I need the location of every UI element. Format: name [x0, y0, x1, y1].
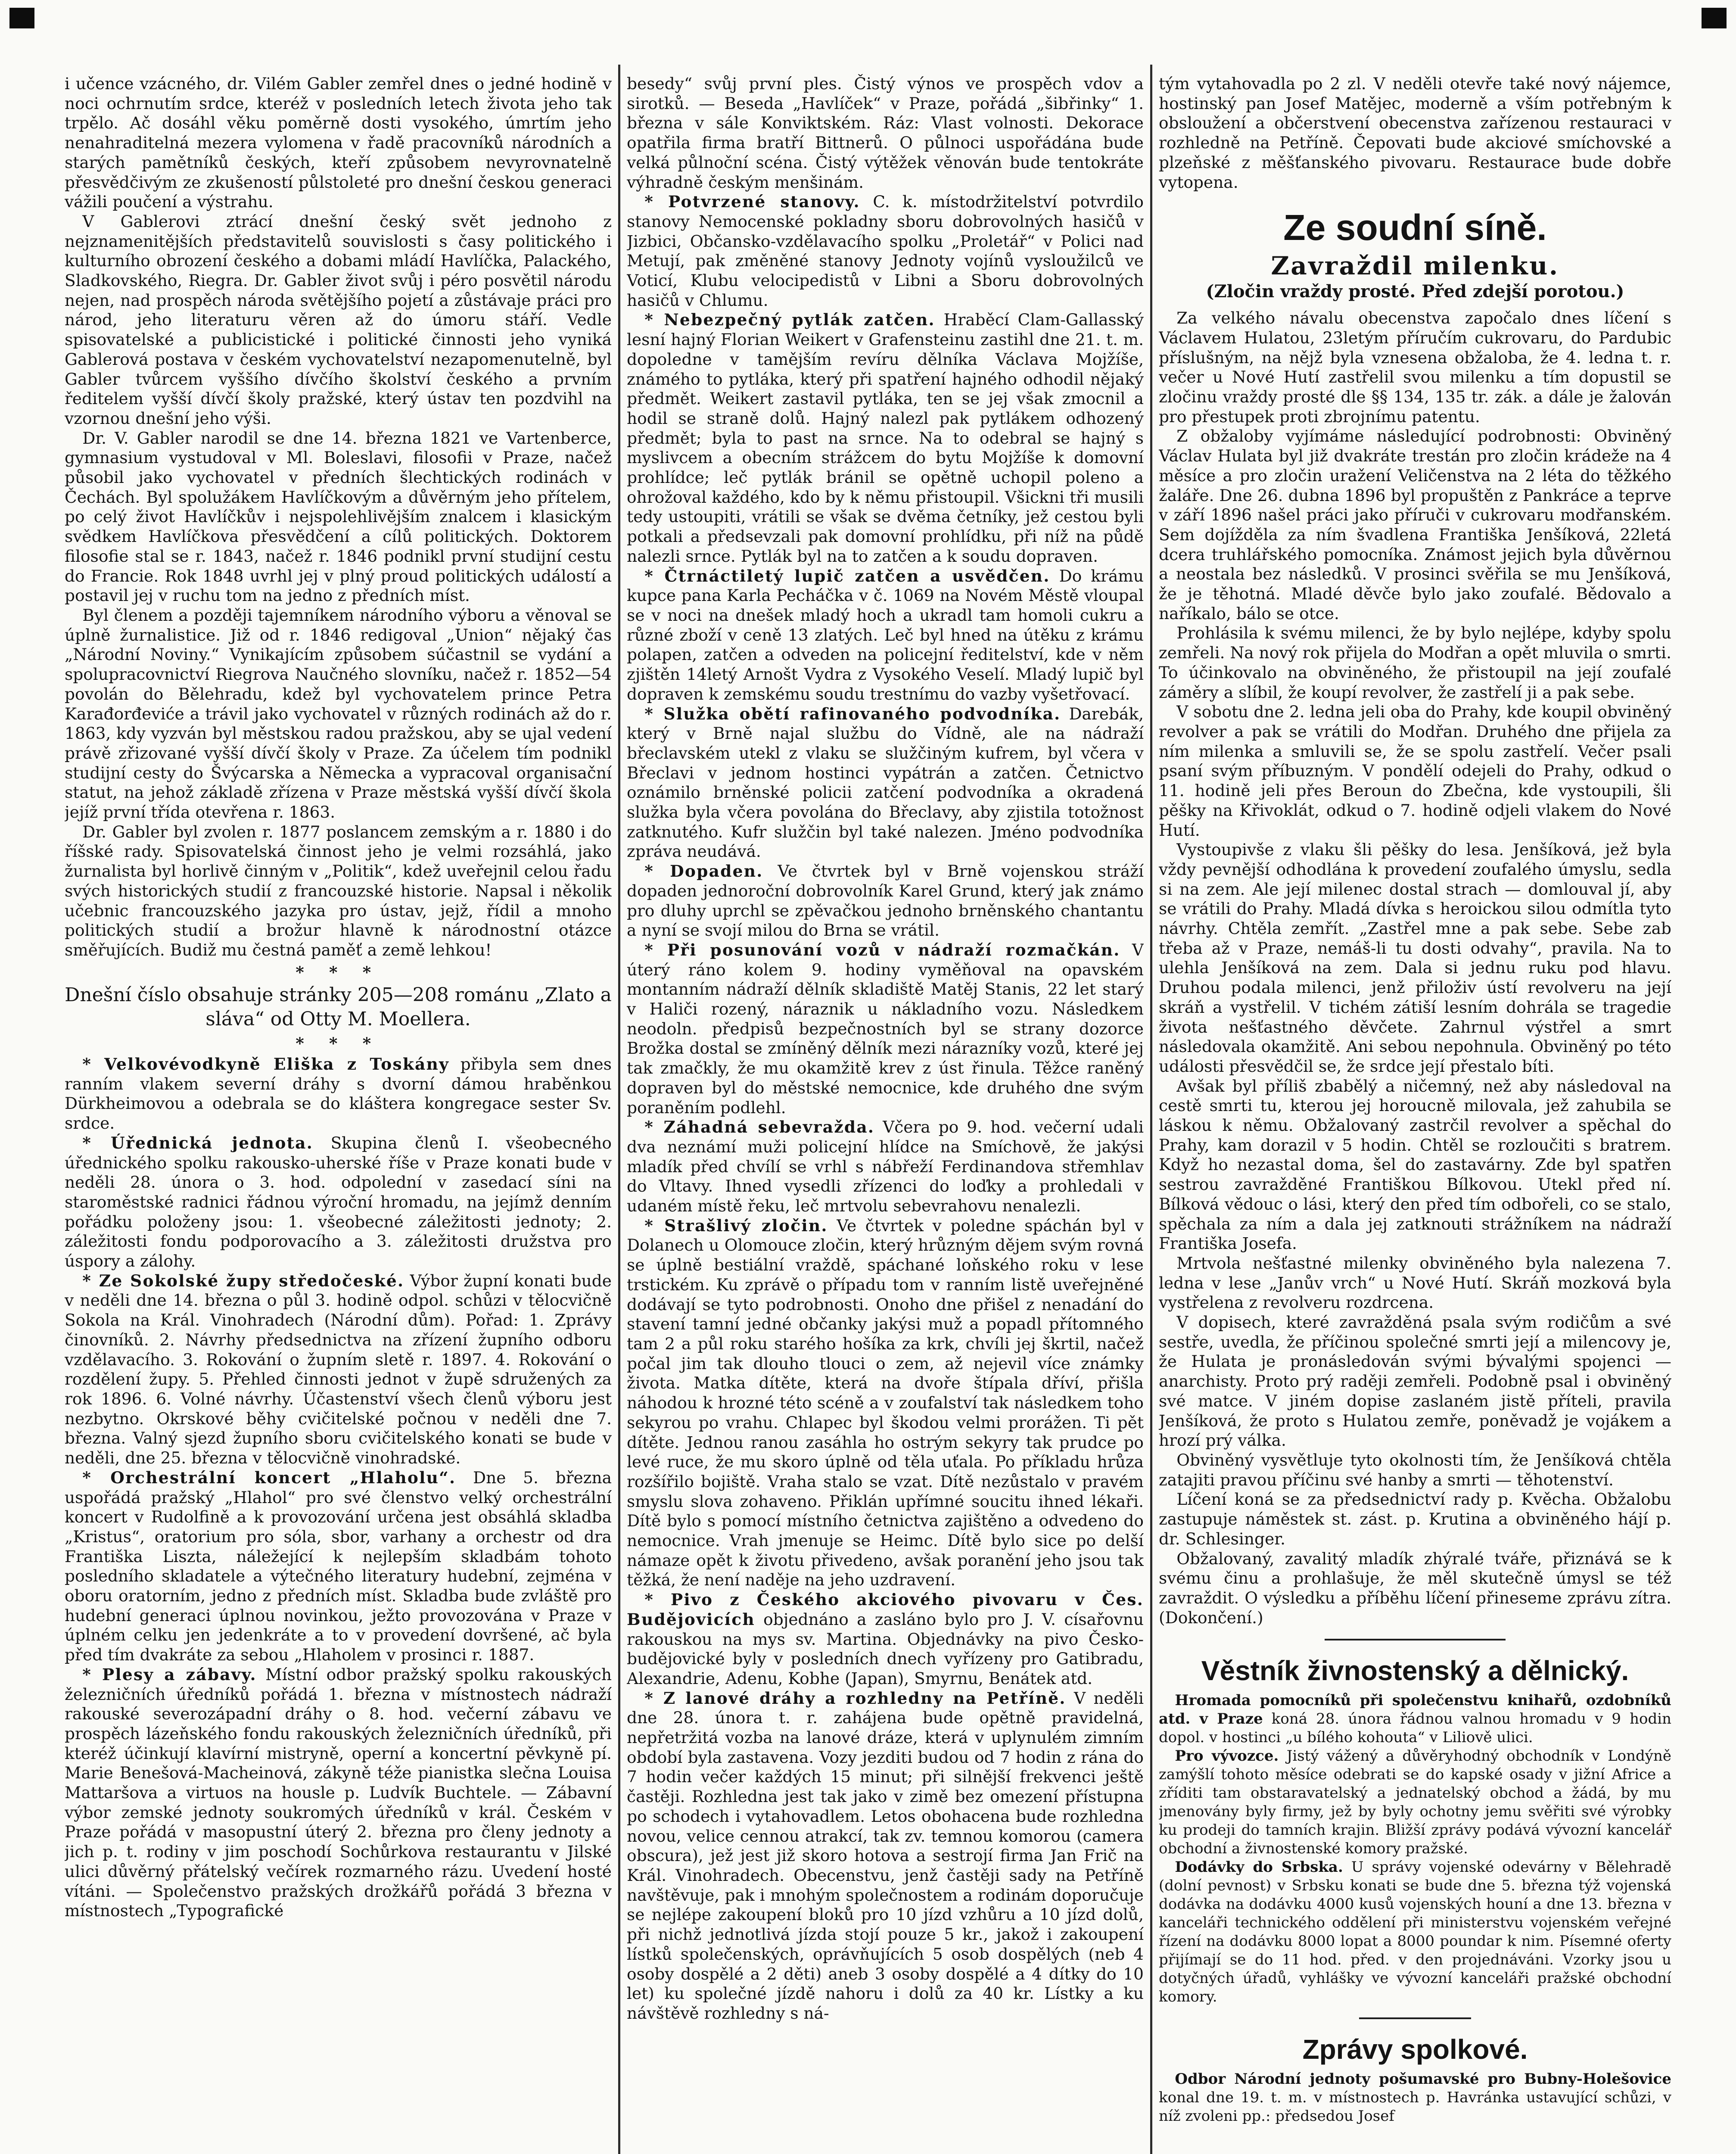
court-paragraph: Prohlásila k svému milenci, že by bylo nejlépe, kdyby spolu zemřeli. Na nový rok přijela do Modřan a opět mluvila o smrti. To účinkovalo na obviněného, že přistoupil na její zoufalé záměry a slíbil, že koupí revolver, že zastřelí ji a pak sebe.	[1159, 623, 1671, 702]
news-body: Skupina členů I. všeobecného úřednického spolku rakousko-uherské říše v Praze konati bude v neděli 28. února o 3. hod. odpolední v zasedací síni na staroměstské radnici řádnou výroční hromadu, na jejímž denním pořádku položeny jsou: 1. všeobecné záležitosti jednoty; 2. záležitosti fondu podporovacího a 3. záležitosti družstva pro úspory a zálohy.	[65, 1133, 612, 1271]
obituary-gabler-p1: i učence vzácného, dr. Vilém Gabler zemřel dnes o jedné hodině v noci ochrnutím srdce, kteréž v posledních letech života jeho tak trpělo. Ač dosáhl věku poměrně dosti vysokého, úmrtím jeho nenahraditelná mezera vylomena v řadě pracovníků národních a starých pamětníků českých, kteří způsobem nevyrovnatelně přesvědčivým ze zkušeností půlstoleté pro dnešní českou generaci vážili poučení a výstrahu.	[65, 74, 612, 212]
news-body: konal dne 19. t. m. v místnostech p. Havránka ustavující schůzi, v níž zvoleni pp.: předsedou Josef	[1159, 2089, 1671, 2125]
section-heading-court: Ze soudní síně.	[1283, 207, 1547, 248]
news-body: Ve čtvrtek v poledne spáchán byl v Dolanech u Olomouce zločin, který hrůzným dějem svým rovná se úplně bestiální vraždě, spáchané loňského roku v lese trstickém. Ku zprávě o případu tom v ranním listě uveřejněné dodávají se tyto podrobnosti. Onoho dne přišel z nenadání do stavení tamní jedné občanky jakýsi muž a popadl přítomného tam 2 a půl roku starého hošíka za krk, chvíli jej škrtil, načež počal jim tak dlouho tlouci o zem, až nejevil více známky života. Matka dítěte, která na dvoře štípala dříví, přišla náhodou k hrozné této scéně a v zoufalství tak následkem toho sekyrou po vrahu. Chlapec byl škodou velmi prorážen. Ti pět dítěte. Jednou ranou zasáhla ho ostrým sekyry tak prudce po levé ruce, že mu skoro úplně od těla uťala. Po příkladu hrůza rozšířilo bojiště. Vraha stalo se vzat. Dítě nezůstalo v pravém smyslu slova zohaveno. Přiklán upřímné soucitu ihned lékaři. Dítě bylo s pomocí místního četnictva zajištěno a odvedeno do nemocnice. Vrah jmenuje se Heimc. Dítě bylo sice po delší námaze opět k životu přivedeno, avšak poranění jeho jsou tak těžká, že není naděje na jeho uzdravení.	[627, 1216, 1144, 1590]
news-body: objednáno a zasláno bylo pro J. V. císařovnu rakouskou na mys sv. Martina. Objednávky na pivo Česko-budějovické byly v posledních dnech vyřízeny pro Gatibradu, Alexandrie, Adenu, Kobhe (Japan), Smyrnu, Benátek atd.	[627, 1609, 1144, 1688]
news-title: Dodávky do Srbska.	[1175, 1858, 1343, 1876]
court-paragraph: Obviněný vysvětluje tyto okolnosti tím, že Jenšíková chtěla zatajiti pravou příčinu své hanby a smrti — těhotenství.	[1159, 1451, 1671, 1489]
court-paragraph: Vystoupivše z vlaku šli pěšky do lesa. Jenšíková, jež byla vždy pevnější odhodlána k provedení zoufalého úmyslu, sedla si na zem. Ale její milenec dostal strach — domlouval jí, aby se vrátili do Prahy. Mladá dívka s heroickou silou odmítla tyto návrhy. Chtěla zemřít. „Zastřel mne a pak sebe. Sebe zab třeba až v Praze, nemáš-li tu dosti odvahy“, pravila. Na to ulehla Jenšíková na zem. Dala si jednu ruku pod hlavu. Druhou podala milenci, jenž přiloživ ústí revolveru na její skráň a vystřelil. V tichém zátiší lesním dohrála se tragedie života nešťastného děvčete. Zahrnul výstřel a smrt následovala okamžitě. Ani sebou nepohnula. Obviněný po této události přesvědčil se, že srdce její přestalo bíti.	[1159, 840, 1671, 1076]
news-title: * Plesy a zábavy.	[82, 1665, 257, 1684]
court-paragraph: Líčení koná se za předsednictví rady p. Kvěcha. Obžalobu zastupuje náměstek st. zást. p. Krutina a obviněného hájí p. dr. Schlesinger.	[1159, 1490, 1671, 1548]
registration-mark-right	[1702, 8, 1727, 28]
news-title: * Čtrnáctiletý lupič zatčen a usvědčen.	[644, 566, 1050, 585]
news-title: Hromada pomocníků při společenstvu knihařů, ozdobníků atd. v Praze	[1159, 1692, 1671, 1728]
news-body: Hraběcí Clam-Gallasský lesní hajný Florian Weikert v Grafensteinu zastihl dne 21. t. m. dopoledne v tamějším revíru dělníka Václava Mojžíše, známého to pytláka, který při spatření hajného odhodil nějaký předmět. Weikert zastavil pytláka, ten se jej však zmocnil a hodil se straně dolů. Hajný nalezl pak pytlákem odhozený předmět; byla to past na srnce. Na to odebral se hajný s myslivcem a obecním strážcem do bytu Mojžíše k domovní prohlídce; leč pytlák bránil se opětně uchopil poleno a ohrožoval každého, kdo by k němu přistoupil. Všickni tři musili tedy ustoupiti, vrátili se však se dvěma četníky, jež cestou byli potkali a předsevzali pak domovní prohlídku, při níž na půdě nalezli srnce. Pytlák byl na to zatčen a k soudu dopraven.	[627, 310, 1144, 566]
news-body: koná 28. února řádnou valnou hromadu v 9 hodin dopol. v hostinci „u bílého kohouta“ v Liliově ulici.	[1159, 1710, 1671, 1746]
court-paragraph: Avšak byl příliš zbabělý a ničemný, než aby následoval na cestě smrti tu, kterou jej horoucně milovala, jež zahubila se láskou k němu. Obžalovaný zastrčil revolver a spěchal do Prahy, kam dorazil v 5 hodin. Chtěl se rozloučiti s bratrem. Když ho nezastal doma, šel do zastavárny. Zde byl spatřen sestrou zavražděné Františkou Bílkovou. Utekl před ní. Bílková vědouc o lási, který den před tím odbořeli, co se stalo, spěchala za ním a dala jej zatknouti strážníkem na nádraží Františka Josefa.	[1159, 1076, 1671, 1253]
news-title: * Služka obětí rafinovaného podvodníka.	[644, 704, 1061, 723]
news-title: * Velkovévodkyně Eliška z Toskány	[82, 1055, 450, 1074]
news-body: Místní odbor pražský spolku rakouských železničních úředníků pořádá 1. března v místnostech nádraží rakouské severozápadní dráhy o 8. hod. večerní zábavu ve prospěch lázeňského fondu rakouských železničních úředníků, při kteréž účinkují klavírní mistryně, operní a koncertní pěvkyně pí. Marie Benešová-Macheinová, zákyně téže pianistka slečna Louisa Mattaršova a virtuos na housle p. Ludvík Buchtele. — Zábavní výbor zemské jednoty soukromých úředníků v král. Českém v Praze pořádá v masopustní úterý 2. března pro členy jednoty a jich p. t. rodiny v jim poschodí Sochůrkova restaurantu v Jilské ulici důvěrný přátelský večírek rozmarného rázu. Uvedení hosté vítáni. — Společenstvo pražských drožkářů pořádá 3 března v místnostech „Typografické	[65, 1665, 612, 1921]
news-title: * Orchestrální koncert „Hlaholu“.	[82, 1468, 456, 1487]
article-subheading: (Zločin vraždy prosté. Před zdejší porotou.)	[1206, 281, 1624, 302]
section-divider	[1359, 2017, 1471, 2019]
news-body: Darebák, který v Brně najal službu do Vídně, ale na nádraží břeclavském utekl z vlaku se služčiným kufrem, byl včera v Břeclavi v jednom hostinci vypátrán a zatčen. Četnictvo oznámilo brněnské policii zatčení podvodníka a okradená služka byla včera povolána do Břeclavy, aby zjistila totožnost zatknutého. Kufr služčin byl také nalezen. Jméno podvodníka zpráva neudává.	[627, 704, 1144, 861]
court-paragraph: V sobotu dne 2. ledna jeli oba do Prahy, kde koupil obviněný revolver a pak se vrátili do Modřan. Druhého dne přijela za ním milenka a smluvili se, že se spolu zastřelí. Večer psali psaní svým příbuzným. V pondělí odejeli do Prahy, odkud o 11. hodině jeli přes Beroun do Zbečna, kde vystoupili, šli pěšky na Křivoklát, odkud o 7. hodině odjeli vlakem do Nové Hutí.	[1159, 702, 1671, 840]
news-title: * Nebezpečný pytlák zatčen.	[644, 310, 935, 330]
news-body: Do krámu kupce pana Karla Pecháčka v č. 1069 na Novém Městě vloupal se v noci na dnešek mladý hoch a ukradl tam homoli cukru a různé zboží v ceně 13 zlatých. Leč byl hned na útěku z krámu polapen, zatčen a odveden na policejní ředitelství, kde v něm zjištěn 14letý Arnošt Vydra z Vysokého Veselí. Mladý lupič byl dopraven k zemskému soudu trestnímu do vazby vyšetřovací.	[627, 566, 1144, 703]
court-paragraph: Mrtvola nešťastné milenky obviněného byla nalezena 7. ledna v lese „Janův vrch“ u Nové Hutí. Skráň mozková byla vystřelena z revolveru rozdrcena.	[1159, 1253, 1671, 1312]
news-title: Pro vývozce.	[1175, 1747, 1279, 1765]
news-body: přibyla sem dnes ranním vlakem severní dráhy s dvorní dámou hraběnkou Dürkheimovou a odebrala se do kláštera kongregace sester Sv. srdce.	[65, 1055, 612, 1133]
section-heading-associations: Zprávy spolkové.	[1302, 2034, 1528, 2065]
news-title: Odbor Národní jednoty pošumavské pro Bubny-Holešovice	[1175, 2070, 1671, 2088]
news-title: * Dopaden.	[644, 862, 763, 881]
news-title: * Při posunování vozů v nádraží rozmačkán.	[644, 940, 1120, 959]
news-body: V neděli dne 28. února t. r. zahájena bude opětně pravidelná, nepřetržitá vozba na lanové dráze, která v uplynulém zimním období byla zastavena. Vozy jezditi budou od 7 hodin z rána do 7 hodin večer každých 15 minut; při silnější frekvenci ještě častěji. Rozhledna jest tak jako v zimě bez omezení přístupna po schodech i vytahovadlem. Letos obohacena bude rozhledna novou, velice cennou atrakcí, tak zv. temnou komorou (camera obscura), jež jest již skoro hotova a sestrojí firma Jan Frič na Král. Vinohradech. Obecenstvu, jenž častěji sady na Petříně navštěvuje, pak i mnohým společnostem a rodinám doporučuje se nejlépe zakoupení bloků pro 10 jízd vzhůru a 10 jízd dolů, při nichž jednotlivá jízda stojí pouze 5 kr., jakož i zakoupení lístků společenských, oprávňujících 5 osob dospělých (neb 4 osoby dospělé a 2 děti) aneb 3 osoby dospělé a 4 dítky do 10 let) ku společné jízdě nahoru i dolů za 40 kr. Lístky a ku návštěvě rozhledny s ná-	[627, 1688, 1144, 2023]
registration-mark-left	[9, 8, 34, 28]
news-title: * Strašlivý zločin.	[644, 1216, 828, 1235]
news-body: Jistý vážený a důvěryhodný obchodník v Londýně zamýšlí tohoto měsíce odebrati se do kapské osady v jižní Africe a zříditi tam obstaravatelský a jednatelský obchod a žádá, by mu jmenovány byly firmy, jež by byly ochotny jemu svěřiti své výrobky ku prodeji do tamních krajin. Bližší zprávy podává vývozní kancelář obchodní a živnostenské komory pražské.	[1159, 1747, 1671, 1858]
court-paragraph: Z obžaloby vyjímáme následující podrobnosti: Obviněný Václav Hulata byl již dvakráte trestán pro zločin krádeže na 4 měsíce a pro zločin uražení Veličenstva na 2 léta do těžkého žaláře. Dne 26. dubna 1896 byl propuštěn z Pankráce a teprve v září 1896 našel práci jako příruči v cukrovaru modřanském. Sem dojížděla za ním švadlena Františka Jenšíková, 22letá dcera truhlářského pomocníka. Známost jejich byla důvěrnou a neostala bez následků. V prosinci svěřila se mu Jenšíková, že je těhotná. Mladé děvče bylo jako zoufalé. Bědovalo a naříkalo, bálo se otce.	[1159, 426, 1671, 623]
column-3	[1159, 74, 1671, 2154]
column-rule-1	[618, 65, 620, 2154]
column-2	[627, 74, 1144, 2154]
news-title: * Z lanové dráhy a rozhledny na Petříně.	[644, 1688, 1066, 1708]
news-title: * Úřednická jednota.	[82, 1133, 314, 1152]
news-title: * Potvrzené stanovy.	[644, 192, 860, 212]
obituary-gabler-p2: V Gablerovi ztrácí dnešní český svět jednoho z nejznamenitějších představitelů souvislosti s časy politického i kulturního obrození českého a dobami mládí Havlíčka, Palackého, Sladkovského, Riegra. Dr. Gabler život svůj i péro posvětil národu nejen, nad prospěch národa světějšího pojetí a zůstávaje práci pro národ, jeho literaturu věren až do úmoru stáří. Vedle spisovatelské a publicistické i politické činnosti jeho vyniká Gablerová postava v českém vychovatelství nezapomenutelně, byl Gabler tvůrcem vyššího dívčího školství českého a prvním ředitelem vyšší dívčí školy pražské, který ústav ten pozdvihl na vzornou dnešní jeho výši.	[65, 212, 612, 428]
section-divider	[1325, 1639, 1506, 1640]
separator-stars: * * *	[296, 962, 381, 982]
court-paragraph: Za velkého návalu obecenstva započalo dnes líčení s Václavem Hulatou, 23letým příručím cukrovaru, do Pardubic příslušným, na nějž byla vznesena obžaloba, že 4. ledna t. r. večer u Nové Hutí zastřelil svou milenku a tím dopustil se zločinu vraždy prosté dle §§ 134, 135 tr. zák. a dále je žalován pro přestupek proti zbrojnímu patentu.	[1159, 308, 1671, 426]
court-paragraph: Obžalovaný, zavalitý mladík zhýralé tváře, přiznává se k svému činu a prohlašuje, že měl skutečně úmysl se též zavraždit. O výsledku a příběhu líčení přineseme zprávu zítra. (Dokončení.)	[1159, 1549, 1671, 1627]
news-title: * Ze Sokolské župy středočeské.	[82, 1271, 404, 1290]
column-rule-2	[1150, 65, 1152, 2154]
news-body: Ve čtvrtek byl v Brně vojenskou stráží dopaden jednoroční dobrovolník Karel Grund, který jak známo pro dluhy uprchl se zpěvačkou jednoho brněnského chantantu a nyní se svojí milou do Brna se vrátil.	[627, 862, 1144, 940]
news-body: tým vytahovadla po 2 zl. V neděli otevře také nový nájemce, hostinský pan Josef Matějec, moderně a vším potřebným k obsloužení a občerstvení obecenstva zařízenou restauraci v rozhledně na Petříně. Čepovati bude akciové smíchovské a plzeňské z měšťanského pivovaru. Restaurace bude dobře vytopena.	[1159, 74, 1671, 192]
news-body: C. k. místodržitelství potvrdilo stanovy Nemocenské pokladny sboru dobrovolných hasičů v Jizbici, Občansko-vzdělavacího spolku „Proletář“ v Polici nad Metují, pak změněné stanovy Jednoty vojínů vysloužilců ve Voticí, Klubu velocipedistů v Libni a Sboru dobrovolných hasičů v Chlumu.	[627, 192, 1144, 310]
column-1	[65, 74, 612, 2154]
news-title: * Záhadná sebevražda.	[644, 1117, 875, 1137]
news-body: U správy vojenské odevárny v Bělehradě (dolní pevnost) v Srbsku konati se bude dne 5. března týž vojenská dodávka na dodávku 4000 kusů vojenských houní a dne 13. března v kanceláři technického oddělení při ministerstvu vojenském veřejné řízení na dodávku 8000 lopat a 8000 poundar k nim. Písemné oferty přijímají se do 11 hod. před. v den projednáváni. Vzorky jsou u dotyčných úřadů, vyhlášky ve vývozní kanceláři pražské obchodní komory.	[1159, 1858, 1671, 2006]
obituary-gabler-p4: Byl členem a později tajemníkem národního výboru a věnoval se úplně žurnalistice. Již od r. 1846 redigoval „Union“ nějaký čas „Národní Noviny.“ Vynikajícím způsobem súčastnil se vydání a spolupracovnictví Riegrova Naučného slovníku, načež r. 1852—54 povolán do Bělehradu, kdež byl vychovatelem prince Petra Karađorđeviće a trávil jako vychovatel v různých rodinách až do r. 1863, kdy vyzván byl městskou radou pražskou, aby se ujal vedení právě zřizované vyšší dívčí školy v Praze. Za účelem tím podnikl studijní cesty do Švýcarska a Německa a vypracoval organisační statut, na jehož základě zřízena v Praze městská vyšší dívčí škola jejíž první třída otevřena r. 1863.	[65, 605, 612, 822]
section-heading-trade: Věstník živnostenský a dělnický.	[1201, 1655, 1629, 1687]
court-paragraph: V dopisech, které zavražděná psala svým rodičům a své sestře, uvedla, že příčinou společné smrti její a milencovy je, že Hulata je pronásledován svými bývalými spojenci — anarchisty. Proto prý raději zemřeli. Podobně psal i obviněný své matce. V jiném dopise zaslaném jistě příteli, pravila Jenšíková, že proto s Hulatou zemře, poněvadž je vojákem a hrozí prý válka.	[1159, 1313, 1671, 1450]
obituary-gabler-p3: Dr. V. Gabler narodil se dne 14. března 1821 ve Vartenberce, gymnasium vystudoval v Ml. Boleslavi, filosofii v Praze, načež působil jako vychovatel v předních šlechtických rodinách v Čechách. Byl spolužákem Havlíčkovým a důvěrným jeho přítelem, po celý život Havlíčkův i nejspolehlivějším znalcem i klasickým svědkem Havlíčkova přesvědčení a cílů politických. Doktorem filosofie stal se r. 1843, načež r. 1846 podnikl první studijní cestu do Francie. Rok 1848 uvrhl jej v plný proud politických událostí a postavil jej v ruchu tom na jedno z předních míst.	[65, 428, 612, 605]
obituary-gabler-p5: Dr. Gabler byl zvolen r. 1877 poslancem zemským a r. 1880 i do říšské rady. Spisovatelská činnost jeho je velmi rozsáhlá, jako žurnalista byl horlivě činným v „Politik“, kdež uveřejnil celou řadu svých historických studií z francouzské historie. Napsal i několik učebnic francouzského jazyka pro ústav, jejž, řídil a mnoho politických studií a brožur hlavně k národnostní otázce směřujících. Budiž mu čestná paměť a země lehkou!	[65, 822, 612, 959]
article-heading: Zavraždil milenku.	[1271, 251, 1559, 281]
news-body: Dne 5. března uspořádá pražský „Hlahol“ pro své členstvo velký orchestrální koncert v Rudolfině a k provozování určena jest obsáhlá skladba „Kristus“, oratorium pro sóla, sbor, varhany a orchestr od dra Františka Liszta, náležející k nejlepším skladbám tohoto posledního skladatele a výtečného literatury hudební, zejména v oboru oratorním, jedno z předních míst. Skladba bude zvláště pro hudební generaci úplnou novinkou, ježto provozována v Praze v úplném celku jen jedenkráte a to v provedení dovršené, ač byla před tím dvakráte za sebou „Hlaholem v prosinci r. 1887.	[65, 1468, 612, 1665]
news-title: * Pivo z Českého akciového pivovaru v Čes. Budějovicích	[627, 1590, 1144, 1629]
novel-notice: Dnešní číslo obsahuje stránky 205—208 románu „Zlato a sláva“ od Otty M. Moellera.	[65, 984, 612, 1030]
news-body: V úterý ráno kolem 9. hodiny vyměňoval na opavském montanním nádraží dělník skladiště Matěj Stanis, 22 let starý v Haliči rozený, náraznik u nákladního vozu. Následkem neodoln. předpisů bezpečnostních byl se strany dozorce Brožka dostal se zmíněný dělník mezi nárazníky vozů, které jej tak zmačkly, že mu okamžitě krev z úst řinula. Těžce raněný dopraven byl do městské nemocnice, kde druhého dne svým poraněním podlehl.	[627, 940, 1144, 1117]
news-body: Výbor župní konati bude v neděli dne 14. března o půl 3. hodině odpol. schůzi v tělocvičně Sokola na Král. Vinohradech (Národní dům). Pořad: 1. Zprávy činovníků. 2. Návrhy předsednictva na zřízení župního odboru vzdělavacího. 3. Rokování o župním sletě r. 1897. 4. Rokování o rozdělení župy. 5. Přehled činnosti jednot v župě sdružených za rok 1896. 6. Volné návrhy. Účastenství všech členů výboru jest nezbytno. Okrskové běhy cvičitelské počnou v neděli dne 7. března. Valný sjezd župního sboru cvičitelského konati se bude v neděli, dne 25. března v tělocvičně vinohradské.	[65, 1271, 612, 1468]
news-body: besedy“ svůj první ples. Čistý výnos ve prospěch vdov a sirotků. — Beseda „Havlíček“ v Praze, pořádá „šibřinky“ 1. března v sále Konviktském. Ráz: Vlast volnosti. Dekorace opatřila firma bratří Bittnerů. O půlnoci uspořádána bude velká půlnoční scéna. Čistý výtěžek věnován bude tentokráte výhradně českým menšinám.	[627, 74, 1144, 192]
news-body: Včera po 9. hod. večerní udali dva neznámí muži policejní hlídce na Smíchově, že jakýsi mladík před chvílí se vrhl s nábřeží Ferdinandova střemhlav do Vltavy. Ihned vysedli zřízenci do loďky a prohledali v udaném místě řeku, leč mrtvolu sebevrahovu nenalezli.	[627, 1117, 1144, 1216]
separator-stars: * * *	[296, 1034, 381, 1053]
